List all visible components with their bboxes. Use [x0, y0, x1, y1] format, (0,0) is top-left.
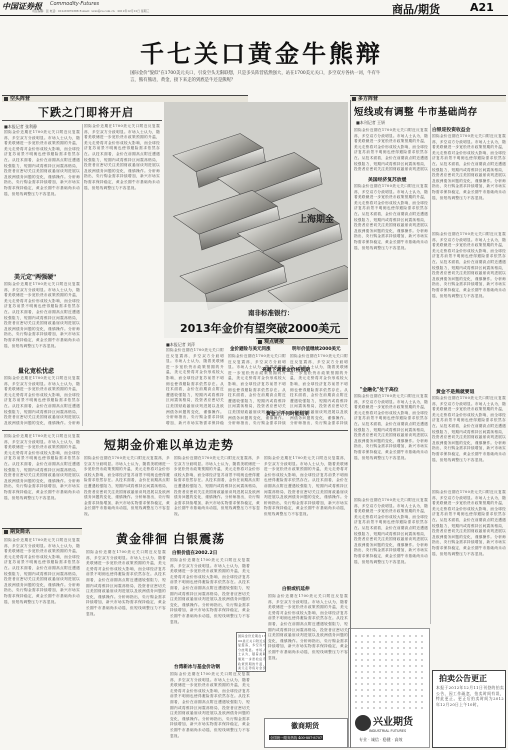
a3-headline: 短期金价难以单边走势: [104, 438, 235, 452]
feature-headline: 2013年金价有望突破2000美元: [180, 322, 341, 335]
a4-sub2: 台湾新冰与基金价功钢: [174, 665, 220, 670]
photo-caption: 上海期金: [297, 215, 334, 225]
col-rule-1: [82, 124, 83, 426]
a4-col1: 国际金价近期在1700美元关口附近反复震荡，多空双方分歧明显。市场人士认为，随着美联储进一步宽松货币政策预期的升温，美元走势将对金价形成较大影响，而全球经济复苏前景不明朗也使得避险需求依然存在。从技术面看，金价在前期高点附近遭遇较强阻力，短期内或将维持区间震荡格局，投资者应密切关注美国财政悬崖谈判进展以及欧洲债务问题的变化，谨慎操作。分析师指出，央行购金需求持续增加，新兴市场实物需求保持稳定，黄金长期牛市基础尚未动摇，但短线调整压力不容忽视。: [86, 550, 166, 616]
paper-subtitle: Commodity·Futures: [50, 1, 100, 7]
feature-col2: 国际金价近期在1700美元关口附近反复震荡，多空双方分歧明显。市场人士认为，随着美联储进一步宽松货币政策预期的升温，美元走势将对金价形成较大影响，而全球经济复苏前景不明朗也使得避险需求依然存在。从技术面看，金价在前期高点附近遭遇较强阻力，短期内或将维持区间震荡格局，投资者应密切关注美国财政悬崖谈判进展以及欧洲债务问题的变化，谨慎操作。分析师指出，央行购金需求持续: [228, 354, 286, 426]
huishang-futures-ad: [264, 718, 348, 748]
a1-body-col1b: 国际金价近期在1700美元关口附近反复震荡，多空双方分歧明显。市场人士认为，随着美联储进一步宽松货币政策预期的升温，美元走势将对金价形成较大影响，而全球经济复苏前景不明朗也使得避险需求依然存在。从技术面看，金价在前期高点附近遭遇较强阻力，短期内或将维持区间震荡格局，投资者应密切关注美国财政悬崖谈判进展以及欧洲债务问题的变化，谨慎操作。分析师指出，央行购金需求持续增加，新兴市场实物需求保持稳定，黄金长期牛市基础尚未动摇，但短线调整压力不容忽视。: [4, 282, 80, 348]
price-table-text: 国际金价近期在1700美元关口附近反复震荡，多空双方分歧明显。市场人士认为，随着美联储进一步宽松货币政策预期的升温，美元走势将对金价: [238, 634, 266, 671]
a3-col1: 国际金价近期在1700美元关口附近反复震荡，多空双方分歧明显。市场人士认为，随着美联储进一步宽松货币政策预期的升温，美元走势将对金价形成较大影响，而全球经济复苏前景不明朗也使得避险需求依然存在。从技术面看，金价在前期高点附近遭遇较强阻力，短期内或将维持区间震荡格局，投资者应密切关注美国财政悬崖谈判进展以及欧洲债务问题的变化，谨慎操作。分析师指出，央行购金需求持续增加，新兴市场实物需求保持稳定，黄金长期牛市基础尚未动摇，但短线调整压力不容忽视。: [4, 434, 80, 500]
mid-divider: [2, 430, 348, 431]
a2-byline: ■本刊记者 王妍: [356, 120, 386, 125]
ad-dots: [353, 633, 427, 709]
a2-sub1: 白银迎投资收益会: [432, 128, 471, 133]
ad-name: 兴业期货: [373, 717, 413, 728]
a4-col2b: 国际金价近期在1700美元关口附近反复震荡，多空双方分歧明显。市场人士认为，随着美联储进一步宽松货币政策预期的升温，美元走势将对金价形成较大影响，而全球经济复苏前景不明朗也使得避险需求依然存在。从技术面看，金价在前期高点附近遭遇较强阻力，短期内或将维持区间震荡格局，投资者应密切关注美国财政悬崖谈判进展以及欧洲债务问题的变化，谨慎操作。分析师指出，央行购金需求持续增加，新兴市场实物需求保持稳定，黄金长期牛市基础尚未动摇，但短线调整压力不容忽视。: [170, 672, 250, 738]
section-bar-left: [2, 95, 248, 102]
masthead: [0, 0, 508, 16]
a1-body-col1: 国际金价近期在1700美元关口附近反复震荡，多空双方分歧明显。市场人士认为，随着美联储进一步宽松货币政策预期的升温，美元走势将对金价形成较大影响，而全球经济复苏前景不明朗也使得避险需求依然存在。从技术面看，金价在前期高点附近遭遇较强阻力，短期内或将维持区间震荡格局，投资者应密切关注美国财政悬崖谈判进展以及欧洲债务问题的变化，谨慎操作。分析师指出，央行购金需求持续增加，新兴市场实物需求保持稳定，黄金长期牛市基础尚未动摇，但短线调整压力不容忽视。: [4, 130, 80, 196]
a2-col2c: 国际金价近期在1700美元关口附近反复震荡，多空双方分歧明显。市场人士认为，随着美联储进一步宽松货币政策预期的升温，美元走势将对金价形成较大影响，而全球经济复苏前景不明朗也使得避险需求依然存在。从技术面看，金价在前期高点附近遭遇较强阻力，短期内或将维持区间震荡格局，投资者应密切关注美国财政悬崖谈判进展以及欧洲债务问题的变化，谨慎操作。分析师指出，央行购金需求持续增加，新兴市场实物需求保持稳定，黄金长期牛市基础尚未动摇，但短线调整压力不容忽视。: [432, 396, 506, 462]
section-name: 商品/期货: [392, 3, 441, 16]
link-heading-2: 黄金上升何时能结束: [266, 412, 310, 417]
a2-col1: 国际金价近期在1700美元关口附近反复震荡，多空双方分歧明显。市场人士认为，随着美联储进一步宽松货币政策预期的升温，美元走势将对金价形成较大影响，而全球经济复苏前景不明朗也使得避险需求依然存在。从技术面看，金价在前期高点附近遭遇较强阻力，短期内或将维持区间震荡格局，投资者应密切关注美国财政悬崖谈判进展以: [354, 128, 428, 172]
a1-body-col2: 国际金价近期在1700美元关口附近反复震荡，多空双方分歧明显。市场人士认为，随着美联储进一步宽松货币政策预期的升温，美元走势将对金价形成较大影响，而全球经济复苏前景不明朗也使得避险需求依然存在。从技术面看，金价在前期高点附近遭遇较强阻力，短期内或将维持区间震荡格局，投资者应密切关注美国财政悬崖谈判进展以及欧洲债务问题的变化，谨慎操作。分析师指出，央行购金需求持续增加，新兴市场实物需求保持稳定，黄金长期牛市基础尚未动摇，但短线调整压力不容忽视。: [84, 124, 160, 190]
a4-headline: 黄金徘徊 白银震荡: [116, 532, 226, 546]
a4-col2: 国际金价近期在1700美元关口附近反复震荡，多空双方分歧明显。市场人士认为，随着美联储进一步宽松货币政策预期的升温，美元走势将对金价形成较大影响，而全球经济复苏前景不明朗也使得避险需求依然存在。从技术面看，金价在前期高点附近遭遇较强阻力，短期内或将维持区间震荡格局，投资者应密切关注美国财政悬崖谈判进展以及欧洲债务问题的变化，谨慎操作。分析师指出，央行购金需求持续增加，新兴市场实物需求保持稳定，黄金长期牛市基础尚未动摇，但短线调整压力不容忽视。: [170, 558, 250, 624]
a1-byline: ■本报记者 张利静: [4, 124, 38, 129]
section-label-mid: 观点链接: [258, 338, 284, 345]
a1-headline: 下跌之门即将开启: [38, 106, 134, 119]
section-label-brief: 期货简讯: [4, 528, 30, 535]
right-lower-col1: 国际金价近期在1700美元关口附近反复震荡，多空双方分歧明显。市场人士认为，随着美联储进一步宽松货币政策预期的升温，美元走势将对金价形成较大影响，而全球经济复苏前景不明朗也使得避险需求依然存在。从技术面看，金价在前期高点附近遭遇较强阻力，短期内或将维持区间震荡格局，投资者应密切关注美国财政悬崖谈判进展以及欧洲债务问题的变化，谨慎操作。分析师指出，央行购金需求持续增加，新兴市场实物需求保持稳定，黄金长期牛市基础尚未动摇，但短线调整压力不容忽视。: [354, 498, 428, 564]
a3-col4: 国际金价近期在1700美元关口附近反复震荡，多空双方分歧明显。市场人士认为，随着美联储进一步宽松货币政策预期的升温，美元走势将对金价形成较大影响，而全球经济复苏前景不明朗也使得避险需求依然存在。从技术面看，金价在前期高点附近遭遇较强阻力，短期内或将维持区间震荡格局，投资者应密切关注美国财政悬崖谈判进展以及欧洲债务问题的变化，谨慎操作。分析师指出，央行购金需求持续增加，新兴市场实物需求保持稳定，黄金长期牛市基础尚未动摇，但短线调整压力不容忽视。: [264, 456, 348, 516]
notice-text: 本报于2012年12月11日刊登的拍卖公告，因工作疏忽，拍卖时间有误，特此更正。更正后拍卖时间为2012年12月20日上午10时。: [436, 685, 504, 707]
a2-sub2: 美国经济复苏放缓: [368, 178, 407, 183]
auction-notice: [432, 670, 506, 748]
gold-bars-photo: [164, 102, 348, 338]
right-lower-col2: 国际金价近期在1700美元关口附近反复震荡，多空双方分歧明显。市场人士认为，随着美联储进一步宽松货币政策预期的升温，美元走势将对金价形成较大影响，而全球经济复苏前景不明朗也使得避险需求依然存在。从技术面看，金价在前期高点附近遭遇较强阻力，短期内或将维持区间震荡格局，投资者应密切关注美国财政悬崖谈判进展以及欧洲债务问题的变化，谨慎操作。分析师指出，央行购金需求持续增加，新兴市场实物需求保持稳定，黄金长期牛市基础尚未动摇，但短线调整压力不容忽视。: [432, 490, 506, 556]
masthead-meta: 责任编辑：张 电话：010-63070388 E-mail：xxxx@cs.com.cn 2012年12月12日 星期三: [32, 9, 150, 13]
price-table: [236, 632, 266, 672]
lead-deck: 国际金价"貌似"在1700美元关口，引发空头无限联想，只是多头阵营依然强大，站在1700美元关口，多空双方各执一词，牛有牛言，熊有熊语，黄金，接下来走的到底是牛还是熊呢？: [130, 71, 381, 83]
ad2-line: 全国统一服务热线 400-887-8707: [270, 736, 323, 740]
a4-col3: 国际金价近期在1700美元关口附近反复震荡，多空双方分歧明显。市场人士认为，随着美联储进一步宽松货币政策预期的升温，美元走势将对金价形成较大影响，而全球经济复苏前景不明朗也使得避险需求依然存在。从技术面看，金价在前期高点附近遭遇较强阻力，短期内或将维持区间震荡格局，投资者应密切关注美国财政悬崖谈判进展以及欧洲债务问题的变化，谨慎操作。分析师指出，央行购金需求持续增加，新兴市场实物需求保持稳定，黄金长期牛市基础尚未动摇，但短线调整压力不容忽视。: [268, 594, 348, 660]
feature-sub1: 金价避险与美元同涨: [230, 347, 271, 352]
col-rule-2: [350, 100, 351, 748]
feature-col1: 国际金价近期在1700美元关口附近反复震荡，多空双方分歧明显。市场人士认为，随着美联储进一步宽松货币政策预期的升温，美元走势将对金价形成较大影响，而全球经济复苏前景不明朗也使得避险需求依然存在。从技术面看，金价在前期高点附近遭遇较强阻力，短期内或将维持区间震荡格局，投资者应密切关注美国财政悬崖谈判进展以及欧洲债务问题的变化，谨慎操作。分析师指出，央行购金需求持续增加，新兴市场实物需求保持稳: [166, 348, 224, 425]
feature-byline: ■本报记者 刘萍: [166, 342, 196, 347]
a4-sub1: 白银价值在2002.2日: [172, 551, 218, 556]
ad-slogan: 专业 · 诚信 · 稳健 · 高效: [359, 737, 403, 742]
a1-rule: [2, 120, 162, 121]
a2-sub4: 黄金不是熊就要退: [436, 390, 475, 395]
a2-col2b: 国际金价近期在1700美元关口附近反复震荡，多空双方分歧明显。市场人士认为，随着美联储进一步宽松货币政策预期的升温，美元走势将对金价形成较大影响，而全球经济复苏前景不明朗也使得避险需求依然存在。从技术面看，金价在前期高点附近遭遇较强阻力，短期内或将维持区间震荡格局，投资者应密切关注美国财政悬崖谈判进展以及欧洲债务问题的变化，谨慎操作。分析师指出，央行购金需求持续增加，新兴市场实物需求保持稳定，黄金长期牛市基础尚未动摇，但短线调整压力不容忽视。: [432, 232, 506, 298]
a3-col2: 国际金价近期在1700美元关口附近反复震荡，多空双方分歧明显。市场人士认为，随着美联储进一步宽松货币政策预期的升温，美元走势将对金价形成较大影响，而全球经济复苏前景不明朗也使得避险需求依然存在。从技术面看，金价在前期高点附近遭遇较强阻力，短期内或将维持区间震荡格局，投资者应密切关注美国财政悬崖谈判进展以及欧洲债务问题的变化，谨慎操作。分析师指出，央行购金需求持续增加，新兴市场实物需求保持稳定，黄金长期牛市基础尚未动摇，但短线调整压力不容忽视。: [84, 456, 170, 516]
brief-col: 国际金价近期在1700美元关口附近反复震荡，多空双方分歧明显。市场人士认为，随着美联储进一步宽松货币政策预期的升温，美元走势将对金价形成较大影响，而全球经济复苏前景不明朗也使得避险需求依然存在。从技术面看，金价在前期高点附近遭遇较强阻力，短期内或将维持区间震荡格局，投资者应密切关注美国财政悬崖谈判进展以及欧洲债务问题的变化，谨慎操作。分析师指出，央行购金需求持续增加，新兴市场实物需求保持稳定，黄金长期牛市基础尚未动摇，但短线调整压力不容忽视。: [4, 538, 80, 604]
link-heading-1: 亮最下调黄金价格预期: [262, 368, 310, 373]
feature-col3: 国际金价近期在1700美元关口附近反复震荡，多空双方分歧明显。市场人士认为，随着美联储进一步宽松货币政策预期的升温，美元走势将对金价形成较大影响，而全球经济复苏前景不明朗也使得避险需求依然存在。从技术面看，金价在前期高点附近遭遇较强阻力，短期内或将维持区间震荡格局，投资者应密切关注美国财政悬崖谈判进展以及欧洲债务问题的变化，谨慎操作。分析师指出，央行购金需求持续: [290, 354, 348, 426]
a2-col2: 国际金价近期在1700美元关口附近反复震荡，多空双方分歧明显。市场人士认为，随着美联储进一步宽松货币政策预期的升温，美元走势将对金价形成较大影响，而全球经济复苏前景不明朗也使得避险需求依然存在。从技术面看，金价在前期高点附近遭遇较强阻力，短期内或将维持区间震荡格局，投资者应密切关注美国财政悬崖谈判进展以及欧洲债务问题的变化，谨慎操作。分析师指出，央行购金需求持续增加，新兴市场实物需求保持稳定，黄金长期牛市基础尚未动摇，但短线调整压力不容忽视。: [432, 134, 506, 200]
xingye-futures-ad: [348, 628, 430, 748]
a3-col3: 国际金价近期在1700美元关口附近反复震荡，多空双方分歧明显。市场人士认为，随着美联储进一步宽松货币政策预期的升温，美元走势将对金价形成较大影响，而全球经济复苏前景不明朗也使得避险需求依然存在。从技术面看，金价在前期高点附近遭遇较强阻力，短期内或将维持区间震荡格局，投资者应密切关注美国财政悬崖谈判进展以及欧洲债务问题的变化，谨慎操作。分析师指出，央行购金需求持续增加，新兴市场实物需求保持稳定，黄金长期牛市基础尚未动摇，但短线调整压力不容忽视。: [174, 456, 260, 516]
a1-body-col1c: 国际金价近期在1700美元关口附近反复震荡，多空双方分歧明显。市场人士认为，随着美联储进一步宽松货币政策预期的升温，美元走势将对金价形成较大影响，而全球经济复苏前景不明朗也使得避险需求依然存在。从技术面看，金价在前期高点附近遭遇较强阻力，短期内或将维持区间震荡格局，投资者应密切关注美国财政悬崖谈判进展以及欧洲债务问题的变化，谨慎操作。分析师: [4, 376, 80, 425]
page-number: A21: [470, 1, 494, 14]
col-rule-3: [430, 124, 431, 624]
feature-sub2: 明年价值继续2000美元: [292, 347, 341, 352]
a2-sub3: "金融化"处于高位: [360, 388, 399, 393]
a2-headline: 短线或有调整 牛市基础尚存: [354, 107, 478, 118]
a4-sub3: 白银或机延伸: [282, 587, 310, 592]
a5-sub: 美元定"两强硬": [14, 274, 57, 281]
notice-title: 拍卖公告更正: [439, 674, 487, 683]
section-label-right: 多方阵营: [352, 95, 378, 102]
a2-col1b: 国际金价近期在1700美元关口附近反复震荡，多空双方分歧明显。市场人士认为，随着美联储进一步宽松货币政策预期的升温，美元走势将对金价形成较大影响，而全球经济复苏前景不明朗也使得避险需求依然存在。从技术面看，金价在前期高点附近遭遇较强阻力，短期内或将维持区间震荡格局，投资者应密切关注美国财政悬崖谈判进展以及欧洲债务问题的变化，谨慎操作。分析师指出，央行购金需求持续增加，新兴市场实物需求保持稳定，黄金长期牛市基础尚未动摇，但短线调整压力不容忽视。: [354, 184, 428, 250]
ad2-name: 徽商期货: [291, 722, 319, 730]
section-label-left: 空头阵营: [4, 95, 30, 102]
a2-col1c: 国际金价近期在1700美元关口附近反复震荡，多空双方分歧明显。市场人士认为，随着美联储进一步宽松货币政策预期的升温，美元走势将对金价形成较大影响，而全球经济复苏前景不明朗也使得避险需求依然存在。从技术面看，金价在前期高点附近遭遇较强阻力，短期内或将维持区间震荡格局，投资者应密切关注美国财政悬崖谈判进展以及欧洲债务问题的变化，谨慎操作。分析师指出，央行购金需求持续增加，新兴市场实物需求保持稳定，黄金长期牛市基础尚未动摇，但短线调整压力不容忽视。: [354, 394, 428, 460]
feature-kicker: 南非标准银行：: [248, 309, 294, 317]
a5-sub2: 量化宽松忧虑: [18, 368, 55, 375]
ad-sub: INDUSTRIAL FUTURES: [369, 729, 407, 733]
paper-name: 中国证券报: [2, 1, 42, 11]
lead-headline: 千七关口黄金牛熊辩: [140, 40, 383, 68]
